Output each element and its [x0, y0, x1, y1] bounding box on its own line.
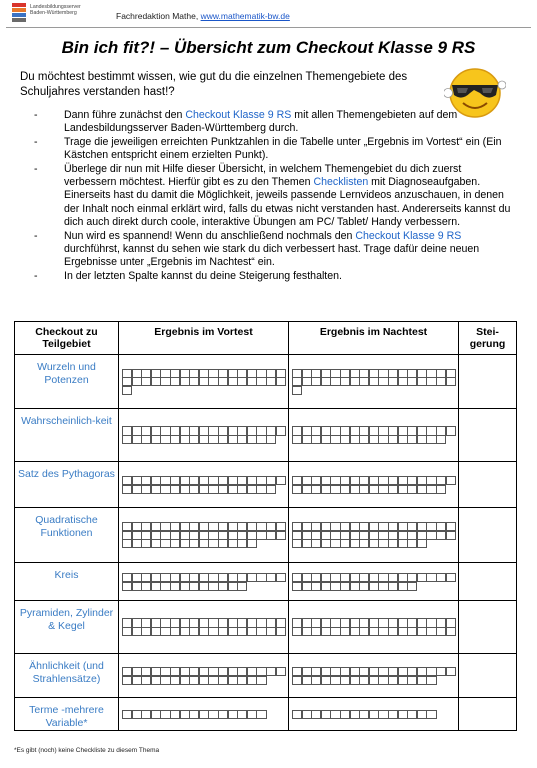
checkout-link[interactable]: Checkout Klasse 9 RS [355, 229, 462, 242]
score-box[interactable] [276, 627, 286, 636]
score-box[interactable] [426, 676, 436, 685]
instruction-item: - In der letzten Spalte kannst du deine Steigerung festhalten. [34, 269, 342, 282]
intro-text: Du möchtest bestimmt wissen, wie gut du die einzelnen Themengebiete des Schuljahres verstanden hast!? [20, 71, 408, 98]
nachtest-cell[interactable] [289, 409, 459, 462]
instruction-item: - Dann führe zunächst den Checkout Klasse 9 RS mit allen Themengebieten auf dem Landesbildungsserver Baden-Württemberg durch. [34, 109, 458, 135]
score-box[interactable] [436, 485, 446, 494]
table-row [15, 654, 517, 698]
nachtest-cell[interactable] [289, 601, 459, 654]
vortest-box-grid[interactable] [122, 426, 286, 443]
topic-cell: Pyramiden, Zylinder & Kegel [15, 601, 119, 654]
score-box[interactable] [446, 627, 456, 636]
fachredaktion-line [116, 11, 290, 21]
topic-cell: Wurzeln und Potenzen [15, 355, 119, 409]
vortest-box-grid[interactable] [122, 476, 286, 493]
vortest-cell[interactable] [119, 508, 289, 563]
results-table [14, 321, 517, 731]
steigerung-cell[interactable] [459, 601, 517, 654]
score-box[interactable] [266, 435, 276, 444]
score-box[interactable] [276, 377, 286, 386]
vortest-box-grid[interactable] [122, 710, 286, 719]
vortest-cell[interactable] [119, 601, 289, 654]
vortest-cell[interactable] [119, 355, 289, 409]
instruction-item: - Trage die jeweiligen erreichten Punktzahlen in die Tabelle unter „Ergebnis im Vortest“ ein (Ein Kästchen entspricht einem erzielten Punkt). [34, 135, 502, 162]
steigerung-cell[interactable] [459, 654, 517, 698]
steigerung-cell[interactable] [459, 409, 517, 462]
nachtest-box-grid[interactable] [292, 476, 456, 493]
fachredaktion-label: Fachredaktion Mathe, [116, 11, 199, 21]
nachtest-box-grid[interactable] [292, 369, 456, 395]
col-header-nachtest: Ergebnis im Nachtest [289, 322, 459, 355]
nachtest-cell[interactable] [289, 462, 459, 508]
website-link[interactable]: www.mathematik-bw.de [200, 11, 290, 21]
nachtest-box-grid[interactable] [292, 667, 456, 684]
instruction-list [34, 109, 514, 283]
score-box[interactable] [446, 476, 456, 485]
score-box[interactable] [446, 377, 456, 386]
score-box[interactable] [276, 531, 286, 540]
score-box[interactable] [417, 539, 427, 548]
vortest-box-grid[interactable] [122, 369, 286, 395]
score-box[interactable] [276, 573, 286, 582]
vortest-cell[interactable] [119, 698, 289, 731]
vortest-cell[interactable] [119, 654, 289, 698]
nachtest-box-grid[interactable] [292, 710, 456, 719]
score-box[interactable] [256, 710, 266, 719]
score-box[interactable] [436, 435, 446, 444]
steigerung-cell[interactable] [459, 462, 517, 508]
nachtest-box-grid[interactable] [292, 426, 456, 443]
vortest-box-grid[interactable] [122, 667, 286, 684]
logo-text: Landesbildungsserver Baden-Württemberg [30, 4, 81, 16]
vortest-cell[interactable] [119, 563, 289, 601]
score-box[interactable] [446, 667, 456, 676]
topic-cell: Quadratische Funktionen [15, 508, 119, 563]
score-box[interactable] [446, 573, 456, 582]
table-row [15, 462, 517, 508]
table-row [15, 508, 517, 563]
score-box[interactable] [237, 582, 247, 591]
score-box[interactable] [407, 582, 417, 591]
score-box[interactable] [426, 710, 436, 719]
score-box[interactable] [266, 485, 276, 494]
steigerung-cell[interactable] [459, 698, 517, 731]
steigerung-cell[interactable] [459, 508, 517, 563]
table-row [15, 355, 517, 409]
nachtest-cell[interactable] [289, 355, 459, 409]
table-row [15, 601, 517, 654]
vortest-cell[interactable] [119, 409, 289, 462]
instruction-item: - Überlege dir nun mit Hilfe dieser Übersicht, in welchem Themengebiet du dich zuerst verbessern möchtest. Hierfür gibt es zu den Themen Checklisten mit Diagnoseaufgaben. Einerseits hast du damit die Möglichkeit, jeweils passende Lernvideos anzuschauen, in denen der Inhalt noch einmal erklärt wird, falls du etwas nicht verstanden hast. Andererseits kannst du dich auch direkt durch coole, interaktive Übungen am PC/ Tablet/ Handy verbessern. [34, 162, 511, 229]
vortest-box-grid[interactable] [122, 573, 286, 590]
score-box[interactable] [276, 426, 286, 435]
nachtest-cell[interactable] [289, 563, 459, 601]
nachtest-box-grid[interactable] [292, 522, 456, 548]
checklisten-link[interactable]: Checklisten [313, 176, 369, 189]
nachtest-box-grid[interactable] [292, 573, 456, 590]
instruction-item: - Nun wird es spannend! Wenn du anschließend nochmals den Checkout Klasse 9 RS durchführst, kannst du sehen wie stark du dich verbessert hast. Trage dafür deine neuen Ergebnisse unter „Ergebnis im Nachtest“ ein. [34, 229, 480, 269]
lbs-logo [12, 3, 26, 23]
table-row [15, 698, 517, 731]
score-box[interactable] [276, 667, 286, 676]
vortest-box-grid[interactable] [122, 522, 286, 548]
score-box[interactable] [446, 426, 456, 435]
nachtest-cell[interactable] [289, 508, 459, 563]
col-header-vortest: Ergebnis im Vortest [119, 322, 289, 355]
topic-cell: Ähnlichkeit (und Strahlensätze) [15, 654, 119, 698]
topic-cell: Satz des Pythagoras [15, 462, 119, 508]
col-header-steigerung: Stei-gerung [459, 322, 517, 355]
nachtest-cell[interactable] [289, 654, 459, 698]
footnote: *Es gibt (noch) keine Checkliste zu diesem Thema [14, 747, 160, 754]
checkout-link[interactable]: Checkout Klasse 9 RS [185, 109, 292, 121]
topic-cell: Kreis [15, 563, 119, 601]
col-header-topic: Checkout zu Teilgebiet [15, 322, 119, 355]
score-box[interactable] [276, 476, 286, 485]
steigerung-cell[interactable] [459, 355, 517, 409]
page-header [6, 2, 531, 28]
nachtest-cell[interactable] [289, 698, 459, 731]
score-box[interactable] [292, 386, 302, 395]
vortest-box-grid[interactable] [122, 618, 286, 635]
score-box[interactable] [446, 531, 456, 540]
table-row [15, 563, 517, 601]
score-box[interactable] [256, 676, 266, 685]
score-box[interactable] [247, 539, 257, 548]
nachtest-box-grid[interactable] [292, 618, 456, 635]
steigerung-cell[interactable] [459, 563, 517, 601]
page-title: Bin ich fit?! – Übersicht zum Checkout Klasse 9 RS [61, 38, 476, 57]
vortest-cell[interactable] [119, 462, 289, 508]
topic-cell: Wahrscheinlich-keit [15, 409, 119, 462]
table-row [15, 409, 517, 462]
topic-cell: Terme -mehrere Variable* [15, 698, 119, 731]
score-box[interactable] [122, 386, 132, 395]
